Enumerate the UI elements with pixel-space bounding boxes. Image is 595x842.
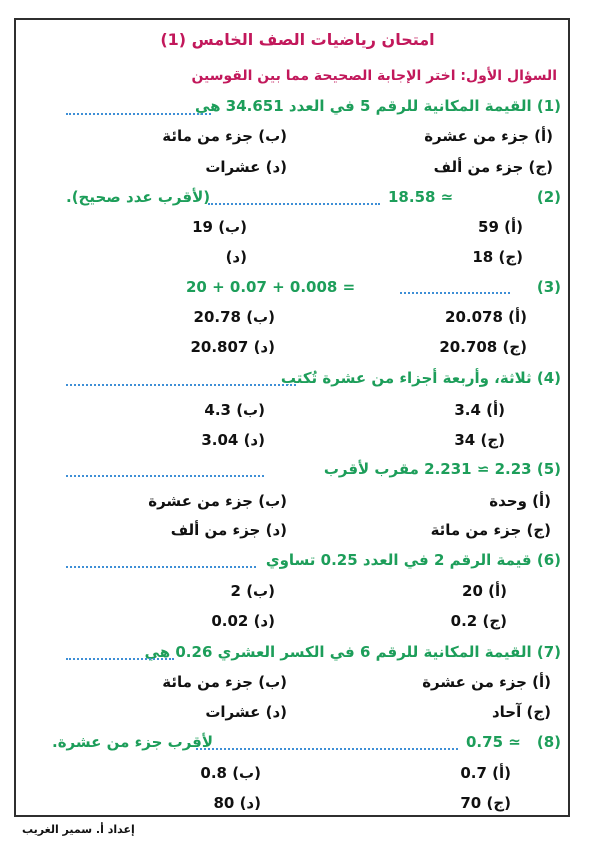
section-heading: السؤال الأول: اختر الإجابة الصحيحة مما بين القوسين [191,68,557,84]
q6-option-a[interactable]: (أ) 20 [462,582,507,600]
q4-option-c[interactable]: (ج) 34 [454,431,505,449]
q2-option-c[interactable]: (ج) 18 [472,248,523,266]
answer-blank-8[interactable] [196,748,458,750]
q3-option-a[interactable]: (أ) 20.078 [445,308,527,326]
q2-option-d[interactable]: (د) [225,248,247,266]
q5-option-c[interactable]: (ج) جزء من مائة [430,521,551,539]
question-8-expression: 0.75 ≃ [466,733,521,751]
q7-option-a[interactable]: (أ) جزء من عشرة [422,673,551,691]
q8-option-d[interactable]: (د) 80 [213,794,261,812]
q4-option-b[interactable]: (ب) 4.3 [204,401,265,419]
q8-option-b[interactable]: (ب) 0.8 [200,764,261,782]
question-3-number: (3) [536,278,561,296]
answer-blank-1[interactable] [66,113,211,115]
question-6: (6) قيمة الرقم 2 في العدد 0.25 تساوي [265,551,561,569]
question-7: (7) القيمة المكانية للرقم 6 في الكسر العشري 0.26 هي [144,643,561,661]
q5-option-a[interactable]: (أ) وحدة [489,492,551,510]
q6-option-c[interactable]: (ج) 0.2 [450,612,507,630]
question-2-number: (2) [536,188,561,206]
question-8-suffix: لأقرب جزء من عشرة. [52,733,214,751]
question-2-suffix: (لأقرب عدد صحيح). [66,188,211,206]
q6-option-b[interactable]: (ب) 2 [230,582,275,600]
q2-option-a[interactable]: (أ) 59 [478,218,523,236]
q7-option-d[interactable]: (د) عشرات [205,703,287,721]
answer-blank-5[interactable] [66,475,264,477]
q1-option-a[interactable]: (أ) جزء من عشرة [424,127,553,145]
question-5: (5) 2.23 ≃ 2.231 مقرب لأقرب [323,460,561,478]
q8-option-a[interactable]: (أ) 0.7 [460,764,511,782]
q3-option-b[interactable]: (ب) 20.78 [193,308,275,326]
answer-blank-6[interactable] [66,566,256,568]
q1-option-b[interactable]: (ب) جزء من مائة [162,127,287,145]
q1-option-d[interactable]: (د) عشرات [205,158,287,176]
q5-option-d[interactable]: (د) جزء من ألف [170,521,287,539]
q4-option-a[interactable]: (أ) 3.4 [454,401,505,419]
q6-option-d[interactable]: (د) 0.02 [211,612,275,630]
q8-option-c[interactable]: (ج) 70 [460,794,511,812]
q2-option-b[interactable]: (ب) 19 [192,218,247,236]
question-3-expression: 20 + 0.07 + 0.008 = [186,278,356,296]
page-title: امتحان رياضيات الصف الخامس (1) [160,30,435,49]
q1-option-c[interactable]: (ج) جزء من ألف [433,158,553,176]
question-4: (4) ثلاثة، وأربعة أجزاء من عشرة تُكتب [280,369,561,387]
q7-option-c[interactable]: (ج) آحاد [491,703,551,721]
answer-blank-2[interactable] [208,203,380,205]
question-2-expression: 18.58 ≃ [388,188,454,206]
q4-option-d[interactable]: (د) 3.04 [201,431,265,449]
q5-option-b[interactable]: (ب) جزء من عشرة [148,492,287,510]
q3-option-c[interactable]: (ج) 20.708 [439,338,527,356]
answer-blank-7[interactable] [66,658,174,660]
answer-blank-3[interactable] [400,292,510,294]
q7-option-b[interactable]: (ب) جزء من مائة [162,673,287,691]
q3-option-d[interactable]: (د) 20.807 [190,338,275,356]
question-8-number: (8) [536,733,561,751]
question-1: (1) القيمة المكانية للرقم 5 في العدد 34.651 هي [194,97,561,115]
author-credit: إعداد أ. سمير الغريب [22,823,135,836]
answer-blank-4[interactable] [66,384,296,386]
